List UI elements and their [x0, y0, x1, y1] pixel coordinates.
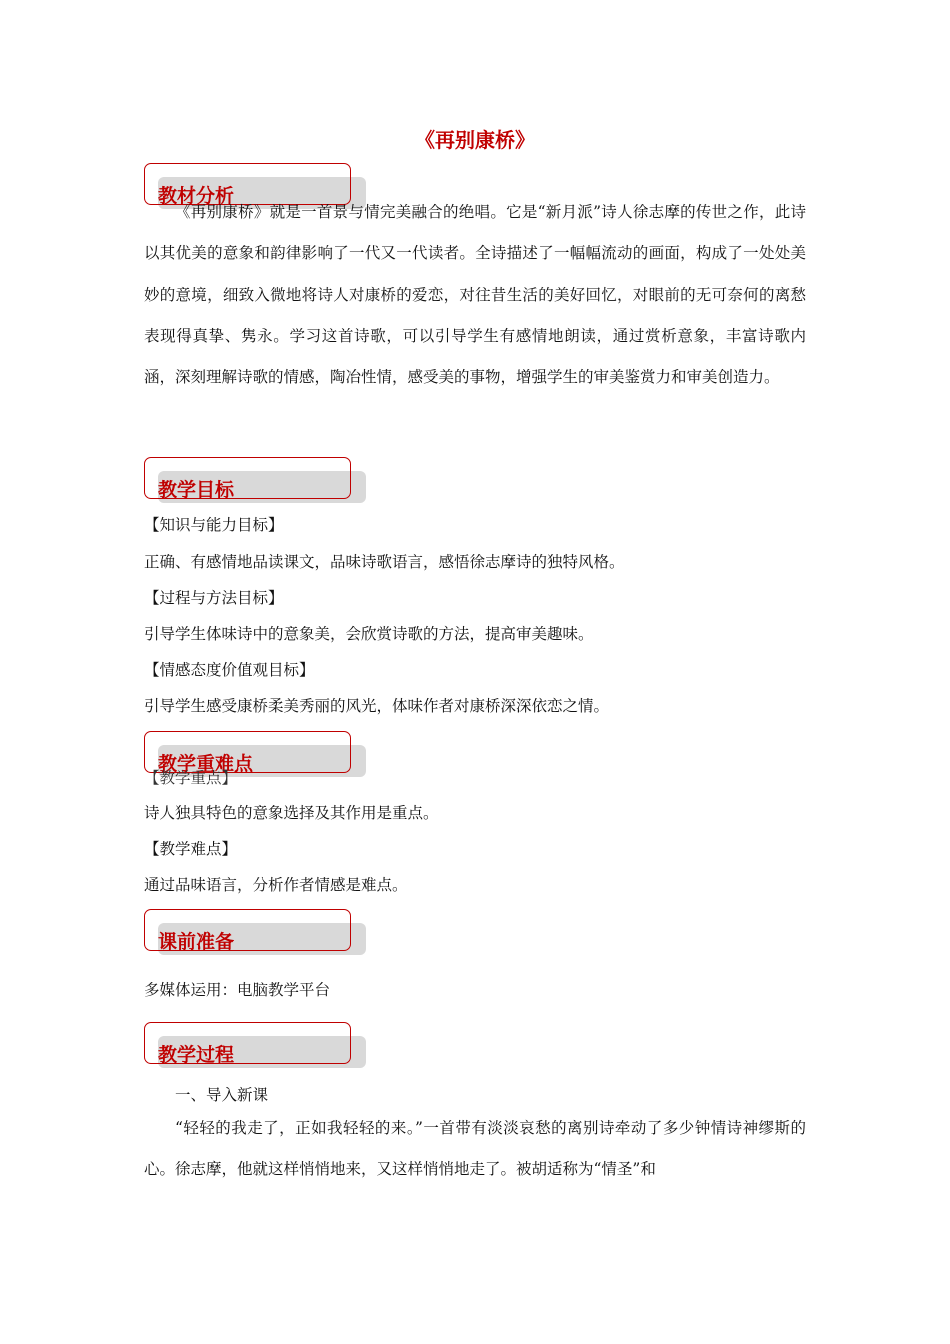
difficult-text: 通过品味语言，分析作者情感是难点。	[144, 876, 408, 894]
analysis-paragraph: 《再别康桥》就是一首景与情完美融合的绝唱。它是“新月派”诗人徐志摩的传世之作，此诗以其优美的意象和韵律影响了一代又一代读者。全诗描述了一幅幅流动的画面，构成了一处处美妙的意境，细致入微地将诗人对康桥的爱恋，对往昔生活的美好回忆，对眼前的无可奈何的离愁表现得真挚、隽永。学习这首诗歌，可以引导学生有感情地朗读，通过赏析意象，丰富诗歌内涵，深刻理解诗歌的情感，陶冶性情，感受美的事物，增强学生的审美鉴赏力和审美创造力。	[144, 203, 806, 387]
section-header-label: 课前准备	[158, 931, 235, 953]
process-method-heading: 【过程与方法目标】	[144, 589, 284, 607]
key-text: 诗人独具特色的意象选择及其作用是重点。	[144, 804, 439, 822]
process-step-1: 一、导入新课	[175, 1086, 269, 1104]
section-header-label: 教学过程	[158, 1044, 235, 1066]
emotion-heading: 【情感态度价值观目标】	[144, 661, 315, 679]
difficult-heading: 【教学难点】	[144, 840, 238, 858]
intro-paragraph: “轻轻的我走了，正如我轻轻的来。”一首带有淡淡哀愁的离别诗牵动了多少钟情诗神缪斯的心。徐志摩，他就这样悄悄地来，又这样悄悄地走了。被胡适称为“情圣”和	[144, 1119, 806, 1179]
emotion-text: 引导学生感受康桥柔美秀丽的风光，体味作者对康桥深深依恋之情。	[144, 697, 610, 715]
section-header-objectives	[144, 457, 374, 505]
section-header-preparation	[144, 909, 374, 957]
page-title: 《再别康桥》	[415, 128, 535, 152]
process-method-text: 引导学生体味诗中的意象美，会欣赏诗歌的方法，提高审美趣味。	[144, 625, 594, 643]
section-header-label: 教学重难点	[158, 753, 254, 775]
preparation-text: 多媒体运用：电脑教学平台	[144, 981, 331, 999]
section-header-process	[144, 1022, 374, 1070]
section-header-label: 教材分析	[158, 185, 235, 207]
knowledge-heading: 【知识与能力目标】	[144, 516, 284, 534]
key-heading: 【教学重点】	[144, 769, 238, 787]
section-header-label: 教学目标	[158, 479, 235, 501]
knowledge-text: 正确、有感情地品读课文，品味诗歌语言，感悟徐志摩诗的独特风格。	[144, 553, 625, 571]
